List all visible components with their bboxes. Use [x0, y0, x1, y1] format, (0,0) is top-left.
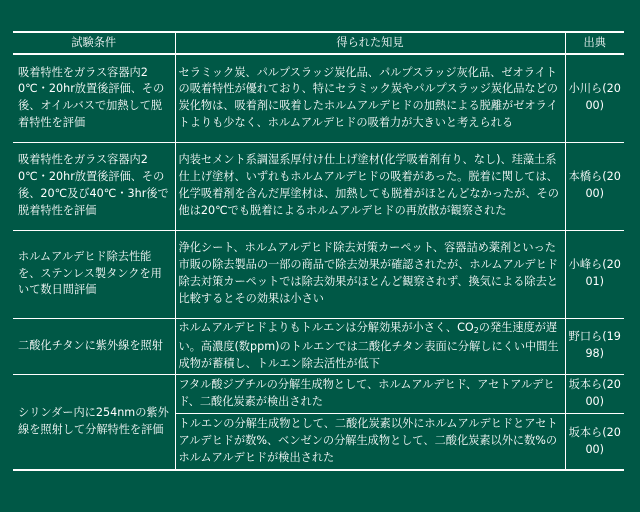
header-findings: 得られた知見	[175, 32, 565, 54]
table-row	[13, 54, 624, 142]
source-cell: 本橋ら(2000)	[565, 142, 624, 230]
table-row	[13, 318, 624, 374]
conditions-cell: 吸着特性をガラス容器内20℃・20hr放置後評価、その後、オイルバスで加熱して脱着特性を評価	[13, 54, 175, 142]
findings-cell: 浄化シート、ホルムアルデヒド除去対策カーペット、容器詰め薬剤といった市販の除去製品の一部の商品で除去効果が確認されたが、ホルムアルデヒド除去対策カーペットでは除去効果がほとんど観察されず、換気による除去と比較するとその効果は小さい	[175, 230, 565, 318]
findings-cell: 内装セメント系調湿系厚付け仕上げ塗材(化学吸着剤有り、なし)、珪藻土系仕上げ塗材、いずれもホルムアルデヒドの吸着があった。脱着に関しては、化学吸着剤を含んだ厚塗材は、加熱しても脱着がほとんどなかったが、その他は20℃でも脱着によるホルムアルデヒドの再放散が観察された	[175, 142, 565, 230]
findings-cell: フタル酸ジブチルの分解生成物として、ホルムアルデヒド、アセトアルデヒド、二酸化炭素が検出された	[175, 374, 565, 413]
findings-text-pre: ホルムアルデヒドよりもトルエンは分解効果が小さく、CO	[178, 320, 474, 334]
header-conditions: 試験条件	[13, 32, 175, 54]
findings-subscript: 2	[473, 325, 479, 335]
source-cell: 小峰ら(2001)	[565, 230, 624, 318]
header-source: 出典	[565, 32, 624, 54]
findings-cell: セラミック炭、パルプスラッジ炭化品、パルプスラッジ灰化品、ゼオライトの吸着特性が優れており、特にセラミック炭やパルプスラッジ炭化品などの炭化物は、吸着剤に吸着したホルムアルデヒドの加熱による脱離がゼオライトよりも少なく、ホルムアルデヒドの吸着力が大きいと考えられる	[175, 54, 565, 142]
findings-cell: トルエンの分解生成物として、二酸化炭素以外にホルムアルデヒドとアセトアルデヒドが数%、ベンゼンの分解生成物として、二酸化炭素以外に数%のホルムアルデヒドが検出された	[175, 413, 565, 470]
findings-text-post: の発生速度が遅い。高濃度(数ppm)のトルエンでは二酸化チタン表面に分解しにくい中間生成物が蓄積し、トルエン除去活性が低下	[178, 320, 559, 371]
source-cell: 野口ら(1998)	[565, 318, 624, 374]
header-row	[13, 32, 624, 54]
conditions-cell: シリンダー内に254nmの紫外線を照射して分解特性を評価	[13, 374, 175, 470]
conditions-cell: 二酸化チタンに紫外線を照射	[13, 318, 175, 374]
source-cell: 坂本ら(2000)	[565, 413, 624, 470]
findings-cell	[175, 318, 565, 374]
source-cell: 坂本ら(2000)	[565, 374, 624, 413]
conditions-cell: 吸着特性をガラス容器内20℃・20hr放置後評価、その後、20℃及び40℃・3hr後で脱着特性を評価	[13, 142, 175, 230]
findings-table	[13, 31, 624, 471]
table-row	[13, 142, 624, 230]
conditions-cell: ホルムアルデヒド除去性能を、ステンレス製タンクを用いて数日間評価	[13, 230, 175, 318]
table-row	[13, 230, 624, 318]
table-row	[13, 374, 624, 413]
source-cell: 小川ら(2000)	[565, 54, 624, 142]
